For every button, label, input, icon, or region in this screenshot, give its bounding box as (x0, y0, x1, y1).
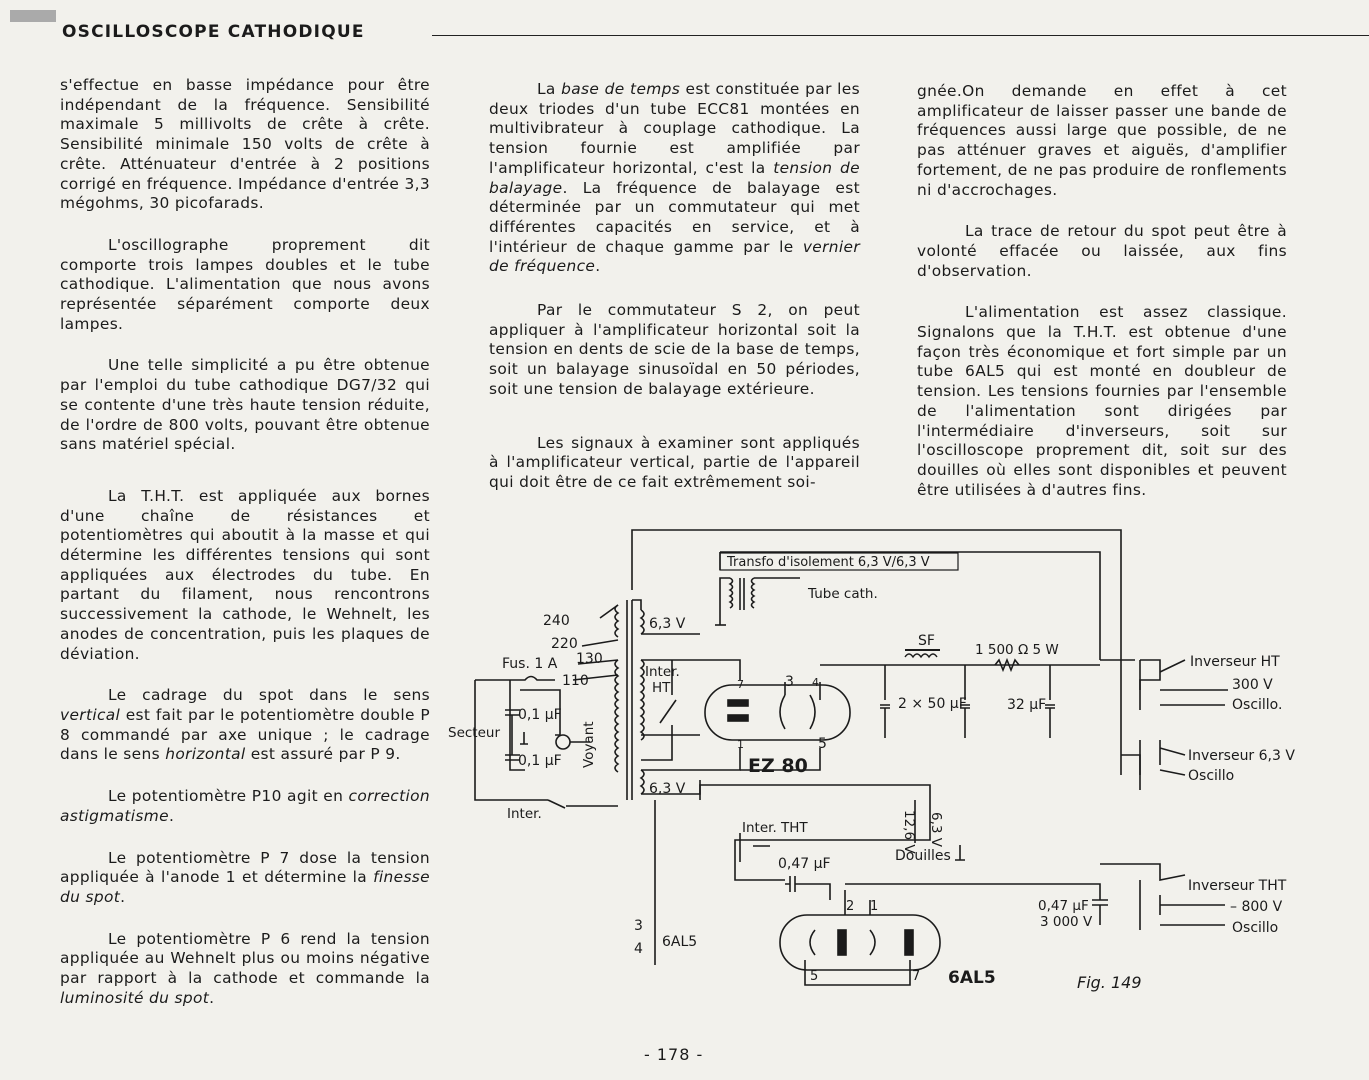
label-secteur: Secteur (448, 725, 501, 741)
page-number: - 178 - (644, 1045, 704, 1064)
label-c01-bottom: 0,1 µF (518, 753, 562, 769)
paragraph: Le potentiomètre P10 agit en correction astigmatisme. (60, 787, 430, 825)
paragraph: Le potentiomètre P 7 dose la tension appliquée à l'anode 1 et détermine la finesse du spot. (60, 848, 430, 906)
paragraph: Une telle simplicité a pu être obtenue par l'emploi du tube cathodique DG7/32 qui se contente d'une très haute tension réduite, de l'ordre de 800 volts, pouvant être obtenue sans matériel spécial. (60, 356, 430, 454)
label-transfo-iso: Transfo d'isolement 6,3 V/6,3 V (727, 555, 930, 570)
paragraph: Le potentiomètre P 6 rend la tension appliquée au Wehnelt plus ou moins négative par rapport à la cathode et commande la luminosité du spot. (60, 929, 430, 1007)
label-c01-top: 0,1 µF (518, 707, 562, 723)
label-pin-3: 3 (785, 674, 794, 690)
label-pin-7: 7 (737, 678, 744, 691)
label-inter-ht-2: HT (652, 680, 671, 696)
figure-caption: Fig. 149 (1077, 973, 1142, 992)
label-240: 240 (543, 613, 570, 629)
label-inverseur-ht: Inverseur HT (1190, 654, 1280, 670)
label-inter-tht: Inter. THT (742, 820, 808, 836)
paragraph: s'effectue en basse impédance pour être indépendant de la fréquence. Sensibilité maximale 5 millivolts de crête à crête. Sensibilité minimale 150 volts de crête à crête. Atténuateur d'entrée à 2 positions corrigé en fréquence. Impédance d'entrée 3,3 mégohms, 30 picofarads. (60, 76, 430, 213)
label-110: 110 (562, 673, 589, 689)
label-c047-right: 0,47 µF (1038, 898, 1089, 914)
filter-section (880, 650, 1055, 738)
label-130: 130 (576, 651, 603, 667)
label-3000v: 3 000 V (1040, 914, 1093, 930)
paragraph: gnée.On demande en effet à cet amplificateur de laisser passer une bande de fréquences aussi large que possible, de ne pas atténuer graves et aiguës, d'amplifier fortement, de ne pas produire de ronflements ni d'accrochages. (917, 82, 1287, 199)
label-inter-ht: Inter. (645, 664, 680, 680)
label-sf: SF (918, 633, 935, 649)
inverseur-6-3v (1121, 740, 1185, 790)
label-resistor: 1 500 Ω 5 W (975, 642, 1059, 658)
label-oscillo-1: Oscillo. (1232, 697, 1283, 713)
label-ez80: EZ 80 (748, 755, 808, 777)
label-6-3v-top: 6,3 V (649, 616, 686, 632)
paragraph: Par le commutateur S 2, on peut appliquer à l'amplificateur horizontal soit la tension en dents de scie de la base de temps, soit un balayage sinusoïdal en 50 périodes, soit une tension de balayage extérieure. (489, 301, 860, 398)
label-300v: 300 V (1232, 677, 1273, 693)
label-douilles: Douilles (895, 848, 951, 864)
label-voyant: Voyant (581, 721, 597, 768)
label-inter: Inter. (507, 806, 542, 822)
label-inverseur-6-3: Inverseur 6,3 V (1188, 748, 1295, 764)
label-pin-7b: 7 (912, 969, 921, 984)
label-pin-3b: 3 (634, 918, 643, 934)
inverseur-tht (1100, 864, 1225, 930)
label-pin-4: 4 (812, 676, 819, 689)
label-pin-5: 5 (818, 736, 827, 752)
label-pin-2: 2 (846, 899, 855, 914)
label-pin-4b: 4 (634, 941, 643, 957)
label-c047-left: 0,47 µF (778, 856, 831, 872)
label-c-32: 32 µF (1007, 697, 1047, 713)
label-pin-1: 1 (737, 738, 744, 751)
label-inverseur-tht: Inverseur THT (1188, 878, 1287, 894)
label-6-3v-bottom: 6,3 V (649, 781, 686, 797)
label-oscillo-2: Oscillo (1188, 768, 1235, 784)
label-pin-5b: 5 (810, 969, 819, 984)
coupling-capacitor (785, 876, 830, 900)
label-12-6v: 12,6 V (901, 810, 917, 854)
label-6al5-tube: 6AL5 (948, 968, 996, 988)
label-6al5-heater: 6AL5 (662, 934, 698, 950)
paragraph: Le cadrage du spot dans le sens vertical est fait par le potentiomètre double P 8 commandé par axe unique ; le cadrage dans le sens horizontal est assuré par P 9. (60, 686, 430, 764)
label-pin-1b: 1 (870, 899, 879, 914)
paragraph: L'alimentation est assez classique. Signalons que la T.H.T. est obtenue d'une façon très économique et fort simple par un tube 6AL5 qui est monté en doubleur de tension. Les tensions fournies par l'ensemble de l'alimentation sont dirigées par l'intermédiaire d'inverseurs, soit sur l'oscilloscope proprement dit, soit sur des douilles où elles sont disponibles et peuvent être utilisées à d'autres fins. (917, 303, 1287, 499)
label-minus-800v: – 800 V (1230, 899, 1283, 915)
label-tube-cath: Tube cath. (808, 586, 878, 602)
paragraph: La trace de retour du spot peut être à volonté effacée ou laissée, aux fins d'observation. (917, 222, 1287, 280)
label-oscillo-3: Oscillo (1232, 920, 1279, 936)
paragraph: L'oscillographe proprement dit comporte trois lampes doubles et le tube cathodique. L'alimentation que nous avons représentée séparément comporte deux lampes. (60, 235, 430, 333)
label-220: 220 (551, 636, 578, 652)
paragraph: La T.H.T. est appliquée aux bornes d'une chaîne de résistances et potentiomètres qui aboutit à la masse et qui détermine les différentes tensions qui sont appliquées aux électrodes du tube. En partant du filament, nous rencontrons successivement la cathode, le Wehnelt, les anodes de concentration, puis les plaques de déviation. (60, 486, 430, 663)
label-6-3v-douilles: 6,3 V (928, 812, 944, 847)
label-fuse: Fus. 1 A (502, 656, 558, 672)
paragraph: Les signaux à examiner sont appliqués à l'amplificateur vertical, partie de l'appareil qui doit être de ce fait extrêmement soi- (489, 433, 860, 491)
page-title: OSCILLOSCOPE CATHODIQUE (62, 22, 371, 42)
paragraph: La base de temps est constituée par les deux triodes d'un tube ECC81 montées en multivibrateur à couplage cathodique. La tension fournie est amplifiée par l'amplificateur horizontal, c'est la tension de balayage. La fréquence de balayage est déterminée par un commutateur qui met différentes capacités en service, et à l'intérieur de chaque gamme par le vernier de fréquence. (489, 80, 860, 276)
label-c-2x50: 2 × 50 µF (898, 696, 967, 712)
